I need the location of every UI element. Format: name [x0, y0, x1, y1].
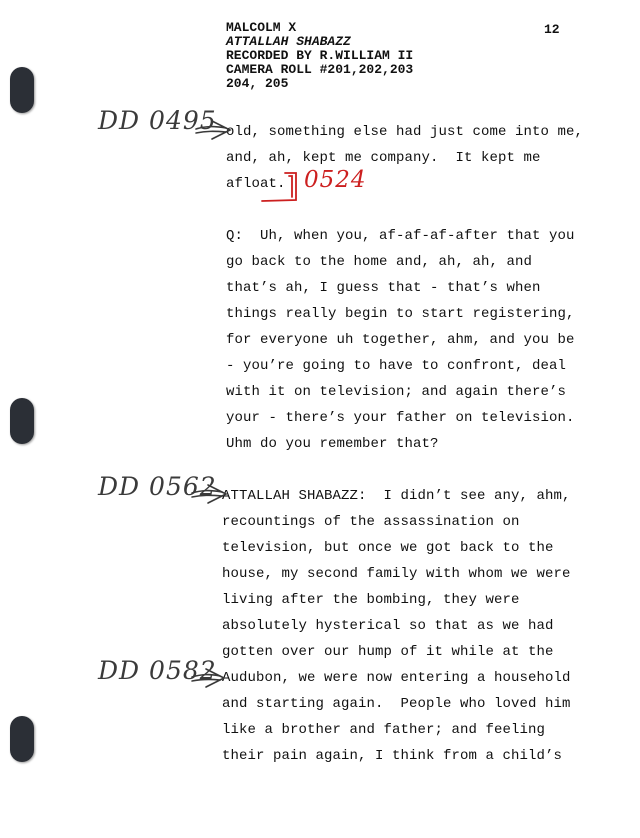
- header-line: 204, 205: [226, 76, 289, 91]
- pencil-arrow-icon: [192, 485, 226, 503]
- text-line: that’s ah, I guess that - that’s when: [226, 280, 541, 296]
- text-line: things really begin to start registering,: [226, 306, 575, 322]
- text-line: Q: Uh, when you, af-af-af-after that you: [226, 228, 575, 244]
- text-line: like a brother and father; and feeling: [222, 722, 546, 738]
- text-line: old, something else had just come into me,: [226, 124, 584, 140]
- handwritten-timecode: DD 0495: [98, 106, 217, 135]
- page-number: 12: [544, 22, 560, 37]
- text-line: go back to the home and, ah, ah, and: [226, 254, 533, 270]
- text-line: living after the bombing, they were: [222, 592, 520, 608]
- pencil-arrow-icon: [192, 669, 224, 687]
- pencil-arrow-icon: [196, 121, 230, 139]
- text-line: ATTALLAH SHABAZZ: I didn’t see any, ahm,: [222, 488, 571, 504]
- text-line: and, ah, kept me company. It kept me: [226, 150, 541, 166]
- handwritten-timecode: DD 0582: [98, 656, 217, 685]
- handwritten-red-timecode: 0524: [304, 167, 367, 193]
- header-line: RECORDED BY R.WILLIAM II: [226, 48, 414, 63]
- text-line: for everyone uh together, ahm, and you be: [226, 332, 575, 348]
- text-line: and starting again. People who loved him: [222, 696, 571, 712]
- text-line: afloat.: [226, 176, 286, 192]
- text-line: - you’re going to have to confront, deal: [226, 358, 567, 374]
- text-line: Uhm do you remember that?: [226, 436, 439, 452]
- text-line: Audubon, we were now entering a household: [222, 670, 571, 686]
- handwritten-timecode: DD 0562: [98, 472, 217, 501]
- text-line: house, my second family with whom we were: [222, 566, 571, 582]
- text-line: television, but once we got back to the: [222, 540, 554, 556]
- text-line: with it on television; and again there’s: [226, 384, 567, 400]
- text-line: gotten over our hump of it while at the: [222, 644, 554, 660]
- header-line: ATTALLAH SHABAZZ: [226, 34, 351, 49]
- text-line: recountings of the assassination on: [222, 514, 520, 530]
- text-line: absolutely hysterical so that as we had: [222, 618, 554, 634]
- header-line: MALCOLM X: [226, 20, 297, 35]
- header-line: CAMERA ROLL #201,202,203: [226, 62, 414, 77]
- text-line: their pain again, I think from a child’s: [222, 748, 563, 764]
- red-bracket-icon: [262, 173, 296, 201]
- text-line: your - there’s your father on television.: [226, 410, 575, 426]
